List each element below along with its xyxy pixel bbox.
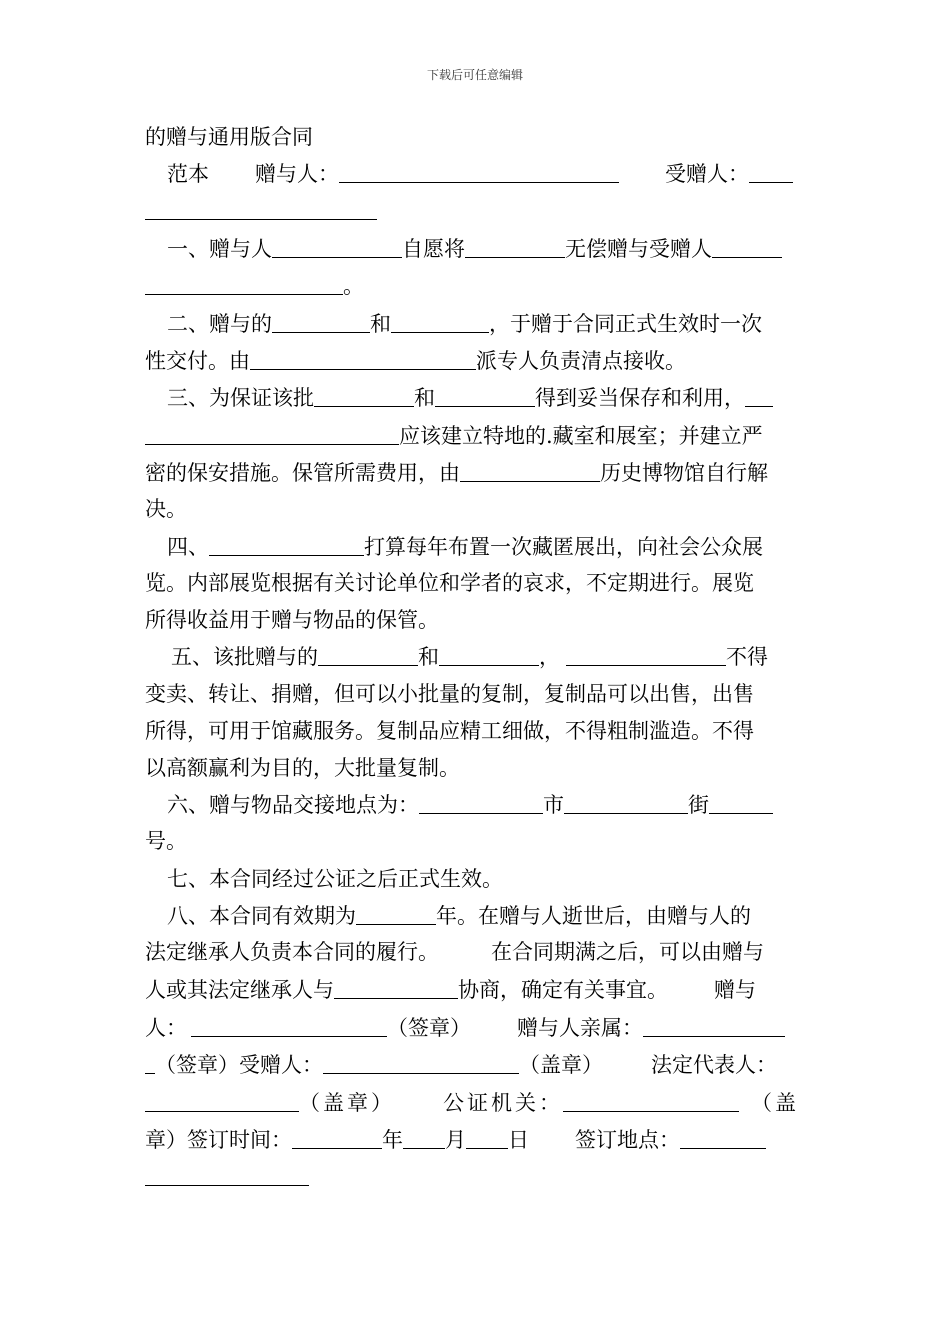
text-segment: 。 xyxy=(343,274,364,298)
blank-field[interactable] xyxy=(643,1012,785,1037)
blank-field[interactable] xyxy=(145,1049,155,1074)
clause-1 xyxy=(145,233,807,263)
blank-field[interactable] xyxy=(564,789,688,814)
clause-1-cont xyxy=(145,270,807,300)
blank-field[interactable] xyxy=(466,1124,508,1149)
text-segment: 年 xyxy=(382,1128,403,1152)
blank-field[interactable] xyxy=(272,308,370,333)
text-segment: 年。在赠与人逝世后，由赠与人的 xyxy=(436,904,751,928)
page-header: 下载后可任意编辑 xyxy=(426,68,523,82)
text-segment: 得到妥当保存和利用， xyxy=(535,386,745,410)
signature-line xyxy=(145,1124,807,1154)
text-segment: 协商，确定有关事宜。 xyxy=(458,978,668,1002)
signature-line xyxy=(145,1087,807,1117)
text-segment: 受赠人： xyxy=(665,162,749,186)
blank-field[interactable] xyxy=(318,641,418,666)
blank-field[interactable] xyxy=(250,345,476,370)
blank-field[interactable] xyxy=(272,233,402,258)
blank-field[interactable] xyxy=(563,1087,739,1112)
text-segment: （盖 xyxy=(751,1091,799,1115)
text-segment: 人： xyxy=(145,1016,187,1040)
blank-field[interactable] xyxy=(314,382,414,407)
blank-field[interactable] xyxy=(145,270,343,295)
text-segment: 历史博物馆自行解 xyxy=(600,461,768,485)
text-segment: 和 xyxy=(418,645,439,669)
blank-field[interactable] xyxy=(209,531,364,556)
blank-field[interactable] xyxy=(465,233,565,258)
text-segment: 性交付。由 xyxy=(145,349,250,373)
blank-field[interactable] xyxy=(323,1049,519,1074)
blank-field[interactable] xyxy=(712,233,782,258)
clause-5-cont: 以高额赢利为目的，大批量复制。 xyxy=(145,756,460,780)
blank-field[interactable] xyxy=(419,789,543,814)
blank-field[interactable] xyxy=(566,641,726,666)
text-segment: （盖章） xyxy=(519,1053,603,1077)
clause-5-cont: 所得，可用于馆藏服务。复制品应精工细做，不得粗制滥造。不得 xyxy=(145,719,754,743)
clause-6 xyxy=(145,789,807,819)
line-blank xyxy=(145,1161,807,1191)
blank-field[interactable] xyxy=(460,457,600,482)
blank-field[interactable] xyxy=(439,641,539,666)
blank-field[interactable] xyxy=(145,1161,309,1186)
clause-4-cont: 所得收益用于赠与物品的保管。 xyxy=(145,608,439,632)
text-segment: 月 xyxy=(445,1128,466,1152)
signature-line xyxy=(145,1049,807,1079)
text-segment: 日 xyxy=(508,1128,529,1152)
blank-field[interactable] xyxy=(391,308,489,333)
text-segment: （签章） xyxy=(387,1016,471,1040)
blank-field[interactable] xyxy=(709,789,773,814)
text-segment: 赠与人亲属： xyxy=(517,1016,643,1040)
clause-4-cont: 览。内部展览根据有关讨论单位和学者的哀求，不定期进行。展览 xyxy=(145,571,754,595)
clause-4 xyxy=(145,531,807,561)
text-segment: ， xyxy=(539,645,560,669)
clause-6-cont: 号。 xyxy=(145,829,187,853)
clause-5-cont: 变卖、转让、捐赠，但可以小批量的复制，复制品可以出售，出售 xyxy=(145,682,754,706)
signature-line xyxy=(145,1012,807,1042)
text-segment: （签章）受赠人： xyxy=(155,1053,323,1077)
blank-field[interactable] xyxy=(745,382,773,407)
text-segment: 签订地点： xyxy=(575,1128,680,1152)
text-segment: 公证机关： xyxy=(443,1091,563,1115)
clause-2-cont xyxy=(145,345,807,375)
blank-field[interactable] xyxy=(339,158,619,183)
blank-field[interactable] xyxy=(145,420,399,445)
blank-field[interactable] xyxy=(292,1124,382,1149)
text-segment: 街 xyxy=(688,793,709,817)
text-segment: 人或其法定继承人与 xyxy=(145,978,334,1002)
line-blank xyxy=(145,195,807,225)
blank-field[interactable] xyxy=(749,158,793,183)
text-segment: 八、本合同有效期为 xyxy=(167,904,356,928)
text-segment: 四、 xyxy=(167,535,209,559)
text-segment: 和 xyxy=(370,312,391,336)
clause-2 xyxy=(145,308,807,338)
text-segment: 赠与 xyxy=(714,978,756,1002)
text-segment: 不得 xyxy=(726,645,768,669)
line-parties xyxy=(145,158,807,188)
clause-3-cont: 决。 xyxy=(145,497,187,521)
text-segment: 一、赠与人 xyxy=(167,237,272,261)
text-segment: 三、为保证该批 xyxy=(167,386,314,410)
clause-8-cont xyxy=(145,974,807,1004)
contract-title: 的赠与通用版合同 xyxy=(145,125,313,149)
blank-field[interactable] xyxy=(435,382,535,407)
text-segment: 章）签订时间： xyxy=(145,1128,292,1152)
text-segment: 法定代表人： xyxy=(651,1053,777,1077)
text-segment: 六、赠与物品交接地点为： xyxy=(167,793,419,817)
clause-3-cont xyxy=(145,457,807,487)
clause-8-cont xyxy=(145,937,807,967)
text-segment: 密的保安措施。保管所需费用，由 xyxy=(145,461,460,485)
blank-field[interactable] xyxy=(334,974,458,999)
blank-field[interactable] xyxy=(145,195,377,220)
text-segment: 市 xyxy=(543,793,564,817)
text-segment: 无偿赠与受赠人 xyxy=(565,237,712,261)
text-segment: ，于赠于合同正式生效时一次 xyxy=(489,312,762,336)
text-segment: 范本 xyxy=(167,162,209,186)
text-segment: 打算每年布置一次藏匿展出，向社会公众展 xyxy=(364,535,763,559)
text-segment: 在合同期满之后，可以由赠与 xyxy=(491,940,764,964)
clause-3-cont xyxy=(145,420,807,450)
text-segment: 五、该批赠与的 xyxy=(171,645,318,669)
text-segment: 七、本合同经过公证之后正式生效。 xyxy=(167,867,503,891)
blank-field[interactable] xyxy=(191,1012,387,1037)
text-segment: 应该建立特地的.藏室和展室；并建立严 xyxy=(399,424,763,448)
text-segment: （盖章） xyxy=(299,1091,395,1115)
text-segment: 派专人负责清点接收。 xyxy=(476,349,686,373)
clause-8 xyxy=(145,900,807,930)
clause-3 xyxy=(145,382,807,412)
clause-5 xyxy=(145,641,807,671)
text-segment: 法定继承人负责本合同的履行。 xyxy=(145,940,439,964)
text-segment: 赠与人： xyxy=(255,162,339,186)
blank-field[interactable] xyxy=(356,900,436,925)
blank-field[interactable] xyxy=(403,1124,445,1149)
blank-field[interactable] xyxy=(680,1124,766,1149)
text-segment: 自愿将 xyxy=(402,237,465,261)
blank-field[interactable] xyxy=(145,1087,299,1112)
clause-7 xyxy=(145,864,807,894)
text-segment: 二、赠与的 xyxy=(167,312,272,336)
text-segment: 和 xyxy=(414,386,435,410)
